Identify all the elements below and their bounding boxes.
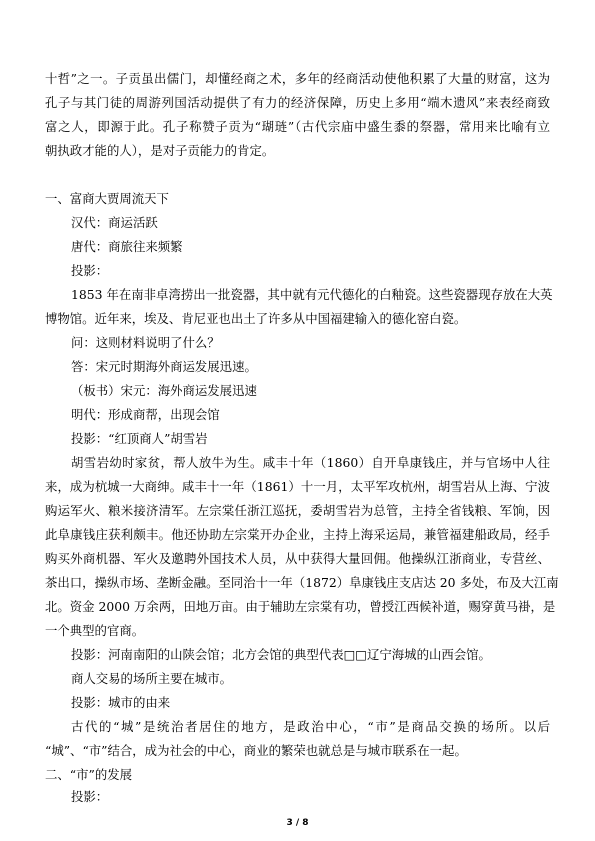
text-line: 孔子与其门徒的周游列国活动提供了有力的经济保障，历史上多用“端木遗风”来表经商致 xyxy=(45,95,550,110)
text-line: 此阜康钱庄获利颇丰。他还协助左宗棠开办企业，主持上海采运局，兼管福建船政局，经手 xyxy=(45,527,550,542)
text-line: 购运军火、粮米接济清军。左宗棠任浙江巡抚，委胡雪岩为总管，主持全省钱粮、军饷，因 xyxy=(45,503,550,518)
text-line: 投影： xyxy=(71,263,109,278)
text-line: 投影：城市的由来 xyxy=(71,695,171,710)
text-line: 投影： xyxy=(71,789,109,804)
text-line: 胡雪岩幼时家贫，帮人放牛为生。咸丰十年（1860）自开阜康钱庄，并与官场中人往 xyxy=(71,455,550,470)
text-line: 北。资金 2000 万余两，田地万亩。由于辅助左宗棠有功，曾授江西候补道，赐穿黄马褂，是 xyxy=(45,599,556,614)
text-line: 一个典型的官商。 xyxy=(45,623,145,638)
text-line: 富之人，即源于此。孔子称赞子贡为“瑚琏”（古代宗庙中盛生黍的祭器，常用来比喻有立 xyxy=(45,119,550,134)
section-heading: 一、富商大贾周流天下 xyxy=(45,191,169,206)
text-line: 十哲”之一。子贡虽出儒门，却懂经商之术，多年的经商活动使他积累了大量的财富，这为 xyxy=(45,71,550,86)
text-line: （板书）宋元：海外商运发展迅速 xyxy=(71,383,257,398)
text-line: 古代的“城”是统治者居住的地方，是政治中心，“市”是商品交换的场所。以后 xyxy=(71,719,550,734)
text-line: 朝执政才能的人），是对子贡能力的肯定。 xyxy=(45,143,275,158)
text-line: 博物馆。近年来，埃及、肯尼亚也出土了许多从中国福建输入的德化窑白瓷。 xyxy=(45,311,467,326)
section-heading: 二、“市”的发展 xyxy=(45,767,133,782)
text-line: 商人交易的场所主要在城市。 xyxy=(71,671,233,686)
text-line: 投影：河南南阳的山陕会馆；北方会馆的典型代表□□辽宁海城的山西会馆。 xyxy=(71,647,491,662)
text-line: 汉代：商运活跃 xyxy=(71,215,158,230)
text-line: 答：宋元时期海外商运发展迅速。 xyxy=(71,359,257,374)
text-line: 投影：“红顶商人”胡雪岩 xyxy=(71,431,208,446)
text-line: 1853 年在南非卓湾捞出一批瓷器，其中就有元代德化的白釉瓷。这些瓷器现存放在大英 xyxy=(71,287,553,302)
page-number: 3 / 8 xyxy=(286,818,309,828)
text-line: 问：这则材料说明了什么？ xyxy=(71,335,220,350)
text-line: 唐代：商旅往来频繁 xyxy=(71,239,183,254)
text-line: 明代：形成商帮，出现会馆 xyxy=(71,407,220,422)
text-line: 来，成为杭城一大商绅。咸丰十一年（1861）十一月，太平军攻杭州，胡雪岩从上海、宁波 xyxy=(45,479,550,494)
text-line: 茶出口，操纵市场、垄断金融。至同治十一年（1872）阜康钱庄支店达 20 多处，布及大江南 xyxy=(45,575,559,590)
text-line: “城”、“市”结合，成为社会的中心，商业的繁荣也就总是与城市联系在一起。 xyxy=(45,743,467,758)
text-line: 购买外商机器、军火及邀聘外国技术人员，从中获得大量回佣。他操纵江浙商业，专营丝、 xyxy=(45,551,550,566)
